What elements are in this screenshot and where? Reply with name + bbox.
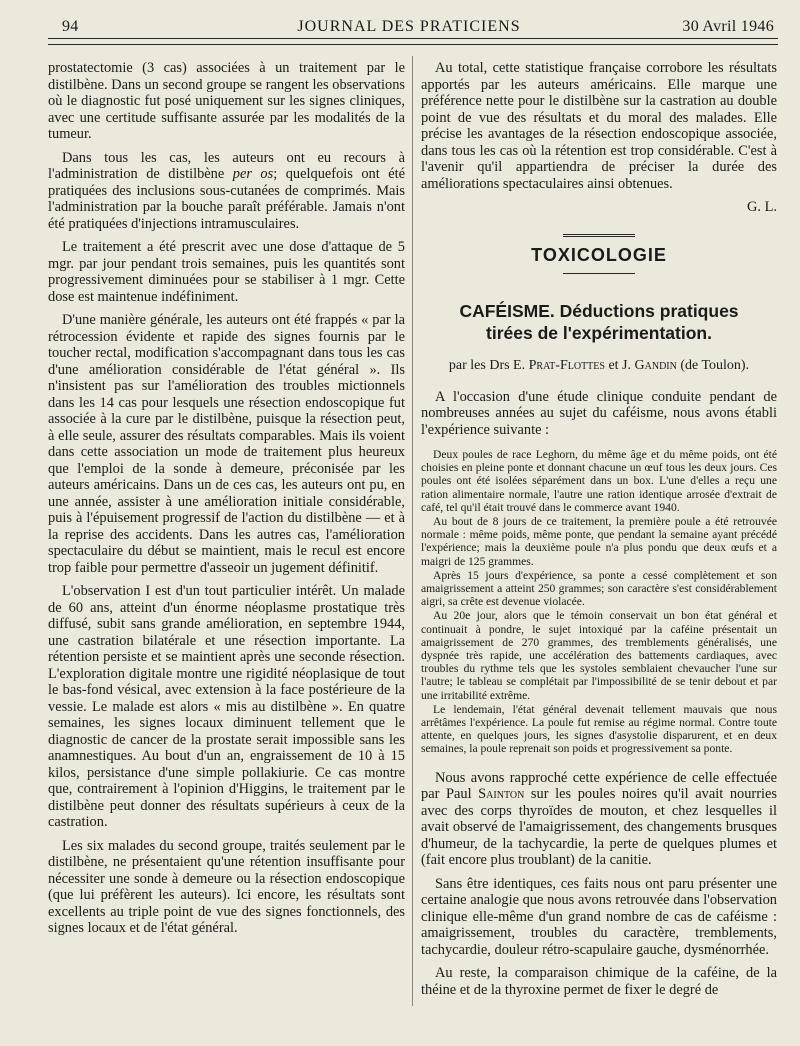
paragraph: A l'occasion d'une étude clinique conduite pendant de nombreuses années au sujet du caféisme, nous avons établi l'expérience suivante : bbox=[421, 388, 777, 438]
paragraph: Le lendemain, l'état général devenait tellement mauvais que nous arrêtâmes l'expérience. La poule fut remise au régime normal. Contre toute attente, en quelques jours, les signes d'asystolie disparurent, et en deux semaines, la poule reprenait son poids et progressivement sa ponte. bbox=[421, 702, 777, 756]
paragraph: Deux poules de race Leghorn, du même âge et du même poids, ont été choisies en pleine ponte et donnant chacune un œuf tous les deux jours. Ces poules ont été isolées séparément dans un box. L'une d'elles a reçu une ration alimentaire normale, l'autre une ration identique arrosée d'extrait de café, tel qu'il était trouvé dans le commerce avant 1940. bbox=[421, 448, 777, 514]
paragraph: prostatectomie (3 cas) associées à un traitement par le distilbène. Dans un second groupe se rangent les observations où le diagnostic fut posé uniquement sur les signes cliniques, avec une certitude suffisante assurée par les modalités de la tumeur. bbox=[48, 60, 405, 142]
right-column bbox=[421, 60, 777, 1005]
section-rule bbox=[563, 273, 635, 274]
paragraph: Sans être identiques, ces faits nous ont paru présenter une certaine analogie que nous avons retrouvée dans l'observation clinique elle-même d'un grand nombre de cas de caféisme : amaigrissement, troubles du caractère, tremblements, tachycardie, douleur rétro-scapulaire gauche, dysménorrhée. bbox=[421, 875, 777, 958]
paragraph: Au reste, la comparaison chimique de la caféine, de la théine et de la thyroxine permet de fixer le degré de bbox=[421, 965, 777, 998]
section-rule bbox=[563, 234, 635, 237]
paragraph: Nous avons rapproché cette expérience de celle effectuée par Paul Sainton sur les poules noires qu'il avait nourries avec des corps thyroïdes de mouton, et chez lesquelles il avait observé de l'amaigrissement, des changements brusques d'humeur, de la tachycardie, la perte de quelques plumes et (fait encore plus troublant) de la canitie. bbox=[421, 769, 777, 869]
journal-title: JOURNAL DES PRATICIENS bbox=[297, 18, 521, 35]
paragraph: Au 20e jour, alors que le témoin conservait un bon état général et continuait à pondre, le sujet intoxiqué par la caféine présentait un amaigrissement de 270 grammes, des tremblements généralisés, une dyspnée très rapide, une accélération des battements cardiaques, avec troubles du rythme tels que les systoles semblaient chevaucher l'une sur l'autre; le tableau se complétait par l'impossibilité de se tenir debout et par une irritabilité extrême. bbox=[421, 609, 777, 702]
page-header bbox=[40, 12, 778, 40]
paragraph: Après 15 jours d'expérience, sa ponte a cessé complètement et son amaigrissement a atteint 250 grammes; son caractère s'est considérablement aigri, sa crête est devenue violacée. bbox=[421, 568, 777, 609]
header-rule bbox=[48, 38, 778, 39]
experiment-description bbox=[421, 448, 777, 756]
page-number: 94 bbox=[62, 18, 79, 35]
paragraph: Au bout de 8 jours de ce traitement, la première poule a été retrouvée normale : même poids, même ponte, que pendant la semaine ayant précédé l'expérience; mais la deuxième poule n'a plus pondu que deux œufs et a maigri de 125 grammes. bbox=[421, 515, 777, 568]
paragraph: Au total, cette statistique française corrobore les résultats apportés par les auteurs américains. Elle marque une préférence nette pour le distilbène sur la castration au double point de vue des résultats et du moral des malades. Elle précise les avantages de la résection endoscopique associée, dans tous les cas où la rétention est trop considérable. C'est à l'avenir qu'il appartiendra de préciser la durée des améliorations spectaculaires ainsi obtenues. bbox=[421, 60, 777, 192]
article-authors: par les Drs E. Prat-Flottes et J. Gandin (de Toulon). bbox=[448, 358, 750, 373]
latin-term: per os bbox=[232, 166, 274, 182]
section-heading: TOXICOLOGIE bbox=[531, 244, 667, 265]
paragraph: Les six malades du second groupe, traités seulement par le distilbène, ne présentaient qu'une rétention insuffisante pour nécessiter une sonde à demeure ou la résection endoscopique (que lui préfèrent les auteurs). Ici encore, les résultats sont excellents au triple point de vue des signes fonctionnels, des signes locaux et de l'état général. bbox=[48, 837, 405, 936]
column-divider bbox=[412, 56, 413, 1006]
article-title: CAFÉISME. Déductions pratiques tirées de l'expérimentation. bbox=[459, 301, 739, 343]
signature: G. L. bbox=[747, 199, 777, 215]
paragraph: Le traitement a été prescrit avec une dose d'attaque de 5 mgr. par jour pendant trois semaines, puis les quantités sont progressivement diminuées pour se stabiliser à 1 mgr. Cette dose est maintenue indéfiniment. bbox=[48, 239, 405, 305]
left-column bbox=[48, 60, 405, 944]
paragraph: L'observation I est d'un tout particulier intérêt. Un malade de 60 ans, atteint d'un énorme néoplasme prostatique très diffusé, subit sans grande amélioration, en septembre 1944, une castration bilatérale et une résection importante. La rétention persiste et se maintient après une seconde résection. L'exploration digitale montre une rigidité néoplasique de tout le bas-fond vésical, avec extension à la face postérieure de la vessie. Le malade est alors « mis au distilbène ». En quatre semaines, les signes locaux diminuent tellement que le diagnostic de cancer de la prostate serait impossible sans les anamnestiques. Au bout d'un an, engraissement de 10 à 15 kilos, persistance d'une simple pollakiurie. Ce cas montre que, contrairement à l'opinion d'Higgins, le traitement par le distilbène peut donner des résultats supérieurs à ceux de la castration. bbox=[48, 583, 405, 830]
paragraph: D'une manière générale, les auteurs ont été frappés « par la rétrocession évidente et rapide des signes fournis par le toucher rectal, modification s'accompagnant dans tous les cas d'une amélioration considérable de l'état général ». Ils n'insistent pas sur l'amélioration des troubles mictionnels dans les 14 cas pour lesquels une résection endoscopique fut associée à la cure par le distilbène, puisque la résection peut, à elle seule, assurer des résultats comparables. Mais ils voient dans cette association un mode de traitement plus heureux que l'emploi de la sonde à demeure, préconisée par les auteurs américains. Dans un de ces cas, les auteurs ont pu, en une année, assister à une amélioration initiale considérable, puis à l'épuisement progressif de l'action du distilbène — et à la reprise des accidents. Dans les autres cas, l'amélioration spectaculaire du début se maintient, mais le recul est encore trop faible pour permettre d'asseoir un jugement définitif. bbox=[48, 312, 405, 576]
paragraph: Dans tous les cas, les auteurs ont eu recours à l'administration de distilbène per os; quelquefois ont été pratiquées des inclusions sous-cutanées de comprimés. Mais l'administration par la bouche paraît préférable. Jamais n'ont été pratiquées d'injections intramusculaires. bbox=[48, 149, 406, 232]
header-rule-thin bbox=[48, 44, 778, 45]
issue-date: 30 Avril 1946 bbox=[682, 18, 774, 35]
